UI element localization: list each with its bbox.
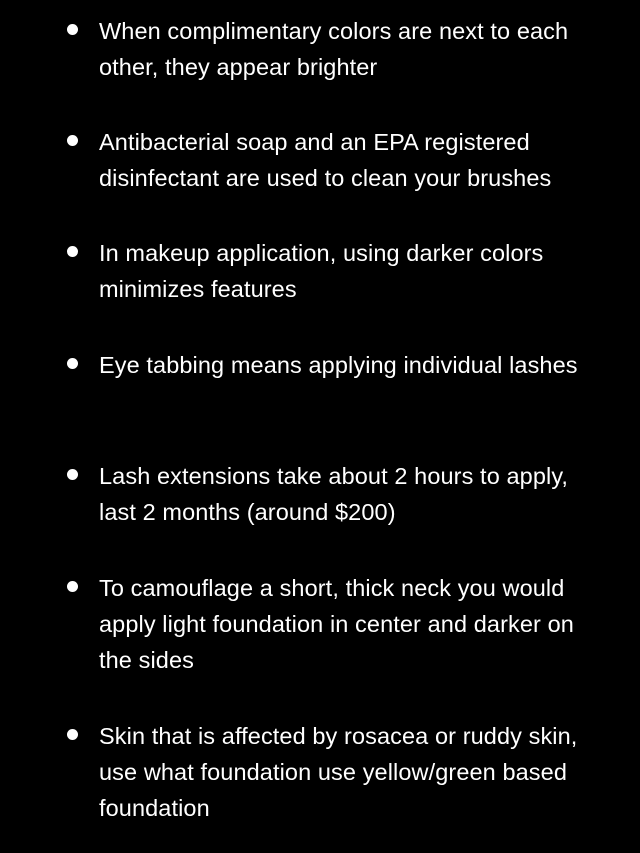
list-item-text: When complimentary colors are next to each other, they appear brighter — [99, 18, 569, 80]
bullet-icon — [67, 135, 78, 146]
list-item-text: To camouflage a short, thick neck you would apply light foundation in center and darker on the sides — [99, 575, 574, 673]
bullet-icon — [67, 581, 78, 592]
list-item-text: Skin that is affected by rosacea or ruddy skin, use what foundation use yellow/green based foundation — [99, 723, 578, 821]
list-item-text: Eye tabbing means applying individual lashes — [99, 352, 578, 378]
list-item-text: In makeup application, using darker colors minimizes features — [99, 240, 544, 302]
list-item-text: Lash extensions take about 2 hours to apply, last 2 months (around $200) — [99, 463, 569, 525]
list-item-text: Antibacterial soap and an EPA registered disinfectant are used to clean your brushes — [99, 129, 552, 191]
bullet-icon — [67, 24, 78, 35]
bullet-icon — [67, 358, 78, 369]
bullet-icon — [67, 246, 78, 257]
bullet-icon — [67, 729, 78, 740]
bullet-icon — [67, 469, 78, 480]
